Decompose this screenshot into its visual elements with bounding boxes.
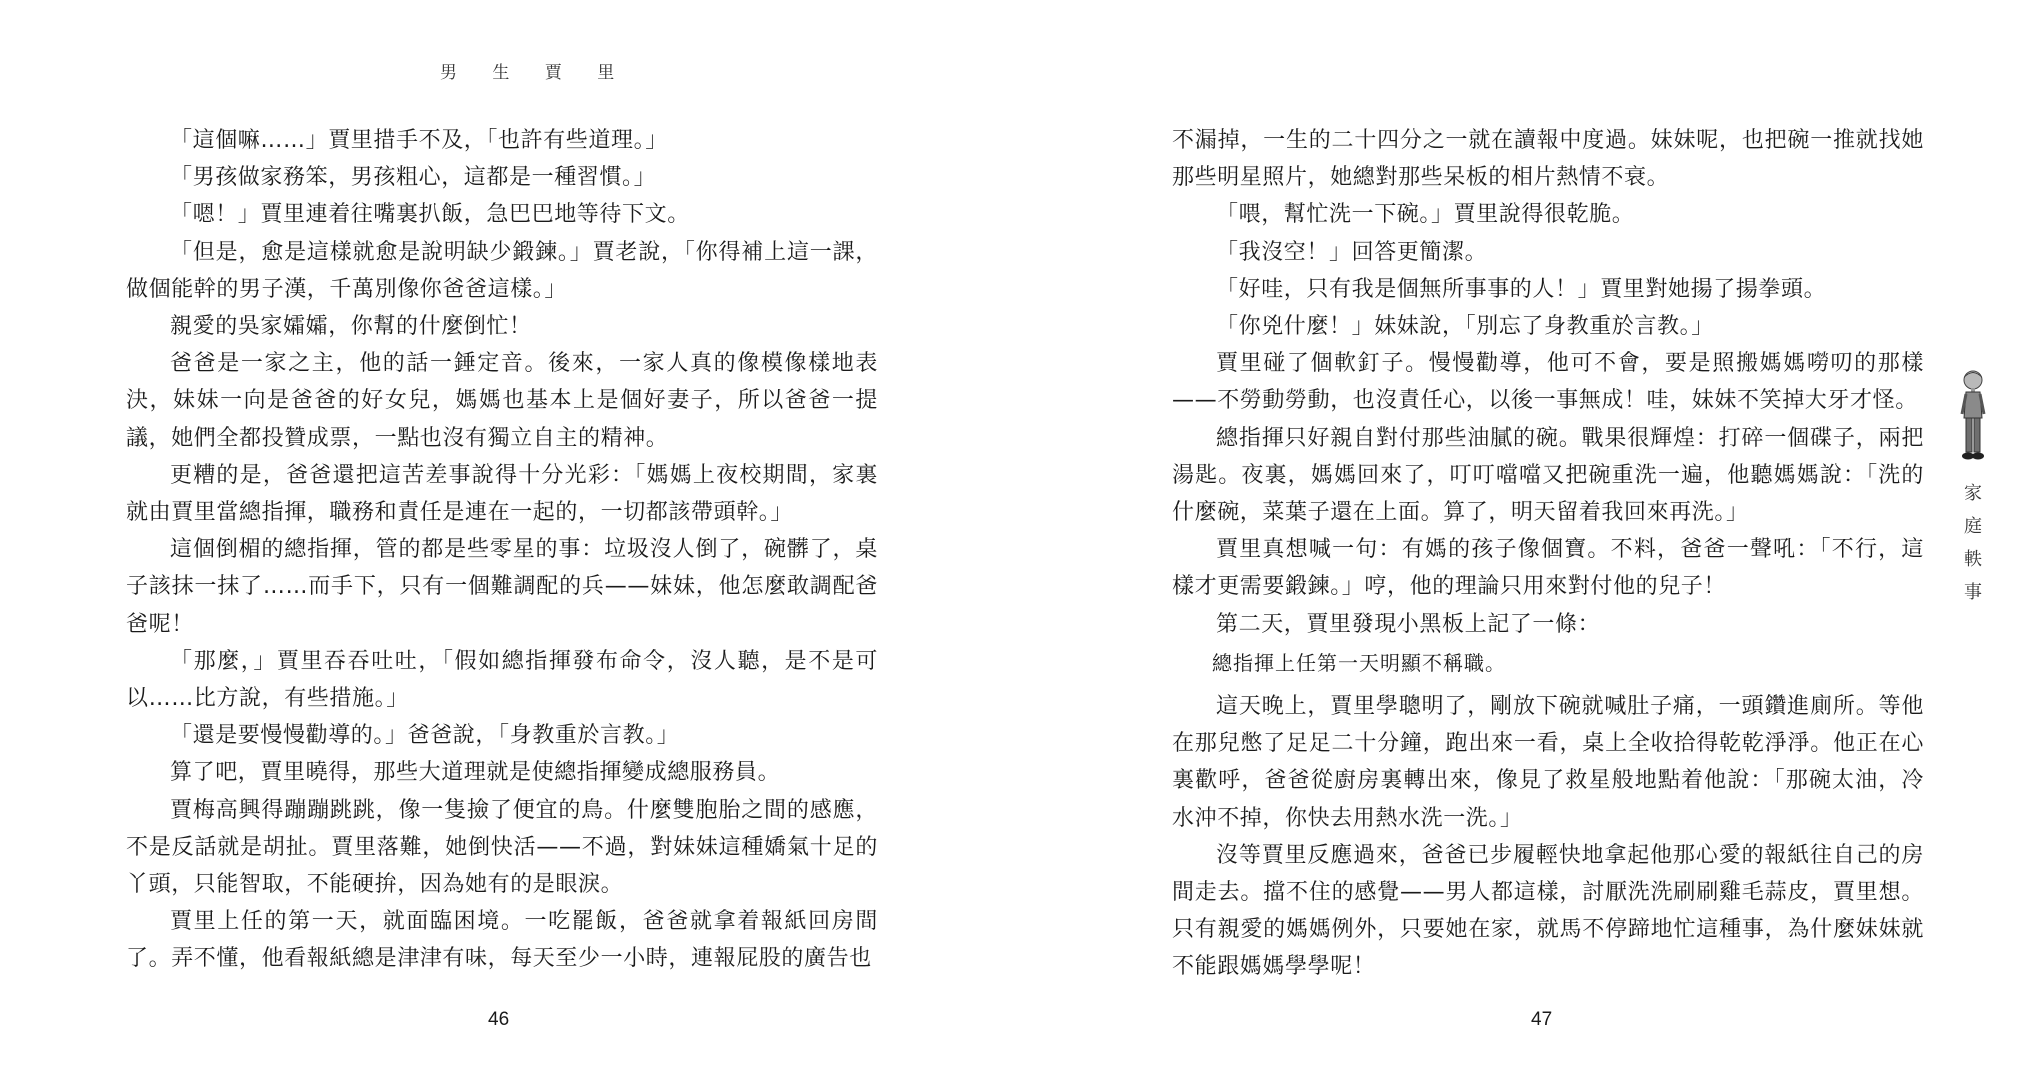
running-head: 男 生 賈 里 bbox=[440, 63, 630, 83]
paragraph: 沒等賈里反應過來，爸爸已步履輕快地拿起他那心愛的報紙往自己的房間走去。擋不住的感覺——男人都這樣，討厭洗洗刷刷雞毛蒜皮，賈里想。只有親愛的媽媽例外，只要她在家，就馬不停蹄地忙這種事，為什麼妹妹就不能跟媽媽學學呢！ bbox=[1172, 842, 1924, 980]
page-number-left: 46 bbox=[488, 1009, 510, 1030]
paragraph: 賈梅高興得蹦蹦跳跳，像一隻撿了便宜的鳥。什麼雙胞胎之間的感應，不是反話就是胡扯。賈里落難，她倒快活——不過，對妹妹這種嬌氣十足的丫頭，只能智取，不能硬拚，因為她有的是眼淚。 bbox=[126, 797, 878, 898]
paragraph: 「男孩做家務笨，男孩粗心，這都是一種習慣。」 bbox=[170, 165, 657, 191]
paragraph: 「還是要慢慢勸導的。」爸爸說，「身教重於言教。」 bbox=[170, 723, 680, 749]
paragraph: 賈里碰了個軟釘子。慢慢勸導，他可不會，要是照搬媽媽嘮叨的那樣——不勞動勞動，也沒責任心，以後一事無成！哇，妹妹不笑掉大牙才怪。 bbox=[1172, 351, 1924, 414]
paragraph: 「那麼，」賈里吞吞吐吐，「假如總指揮發布命令，沒人聽，是不是可以……比方說，有些措施。」 bbox=[126, 648, 878, 712]
paragraph: 更糟的是，爸爸還把這苦差事說得十分光彩：「媽媽上夜校期間，家裏就由賈里當總指揮，職務和責任是連在一起的，一切都該帶頭幹。」 bbox=[126, 462, 878, 526]
page-number-right: 47 bbox=[1531, 1009, 1553, 1030]
section-tab-char: 庭 bbox=[1964, 516, 1982, 537]
paragraph: 這個倒楣的總指揮，管的都是些零星的事：垃圾沒人倒了，碗髒了，桌子該抹一抹了……而手下，只有一個難調配的兵——妹妹，他怎麼敢調配爸爸呢！ bbox=[126, 537, 878, 637]
paragraph-continued: 不漏掉，一生的二十四分之一就在讀報中度過。妹妹呢，也把碗一推就找她那些明星照片，她總對那些呆板的相片熱情不衰。 bbox=[1172, 128, 1924, 191]
right-page bbox=[1172, 122, 1924, 986]
paragraph: 總指揮只好親自對付那些油膩的碗。戰果很輝煌：打碎一個碟子，兩把湯匙。夜裏，媽媽回來了，叮叮噹噹又把碗重洗一遍，他聽媽媽說：「洗的什麼碗，菜葉子還在上面。算了，明天留着我回來再洗。」 bbox=[1172, 425, 1924, 526]
paragraph: 「我沒空！」回答更簡潔。 bbox=[1216, 239, 1488, 265]
section-tab-char: 家 bbox=[1964, 483, 1982, 504]
paragraph: 「你兇什麼！」妹妹說，「別忘了身教重於言教。」 bbox=[1216, 314, 1714, 340]
section-tab-char: 軼 bbox=[1964, 549, 1982, 570]
paragraph: 親愛的吳家孀孀，你幫的什麼倒忙！ bbox=[170, 314, 532, 340]
paragraph: 第二天，賈里發現小黑板上記了一條： bbox=[1216, 611, 1601, 637]
section-tab bbox=[1960, 477, 1986, 609]
paragraph: 「好哇，只有我是個無所事事的人！」賈里對她揚了揚拳頭。 bbox=[1216, 276, 1827, 302]
boy-figure-icon bbox=[1958, 370, 1988, 462]
paragraph: 賈里上任的第一天，就面臨困境。一吃罷飯，爸爸就拿着報紙回房間了。弄不懂，他看報紙總是津津有味，每天至少一小時，連報屁股的廣告也 bbox=[126, 909, 878, 972]
paragraph: 算了吧，賈里曉得，那些大道理就是使總指揮變成總服務員。 bbox=[170, 760, 781, 786]
paragraph: 「但是，愈是這樣就愈是說明缺少鍛鍊。」賈老說，「你得補上這一課，做個能幹的男子漢，千萬別像你爸爸這樣。」 bbox=[126, 239, 878, 302]
section-tab-char: 事 bbox=[1964, 582, 1982, 603]
paragraph: 這天晚上，賈里學聰明了，剛放下碗就喊肚子痛，一頭鑽進廁所。等他在那兒憋了足足二十分鐘，跑出來一看，桌上全收拾得乾乾淨淨。他正在心裏歡呼，爸爸從廚房裏轉出來，像見了救星般地點着他說：「那碗太油，冷水沖不掉，你快去用熱水洗一洗。」 bbox=[1172, 694, 1924, 831]
paragraph: 「喂，幫忙洗一下碗。」賈里說得很乾脆。 bbox=[1216, 202, 1635, 228]
left-page bbox=[126, 122, 878, 978]
paragraph: 賈里真想喊一句：有媽的孩子像個寶。不料，爸爸一聲吼：「不行，這樣才更需要鍛鍊。」哼，他的理論只用來對付他的兒子！ bbox=[1172, 537, 1924, 600]
paragraph: 「嗯！」賈里連着往嘴裏扒飯，急巴巴地等待下文。 bbox=[170, 202, 690, 228]
blackboard-note: 總指揮上任第一天明顯不稱職。 bbox=[1212, 650, 1506, 675]
paragraph: 「這個嘛……」賈里措手不及，「也許有些道理。」 bbox=[170, 128, 668, 153]
paragraph: 爸爸是一家之主，他的話一錘定音。後來，一家人真的像模像樣地表決，妹妹一向是爸爸的好女兒，媽媽也基本上是個好妻子，所以爸爸一提議，她們全都投贊成票，一點也沒有獨立自主的精神。 bbox=[126, 351, 878, 451]
